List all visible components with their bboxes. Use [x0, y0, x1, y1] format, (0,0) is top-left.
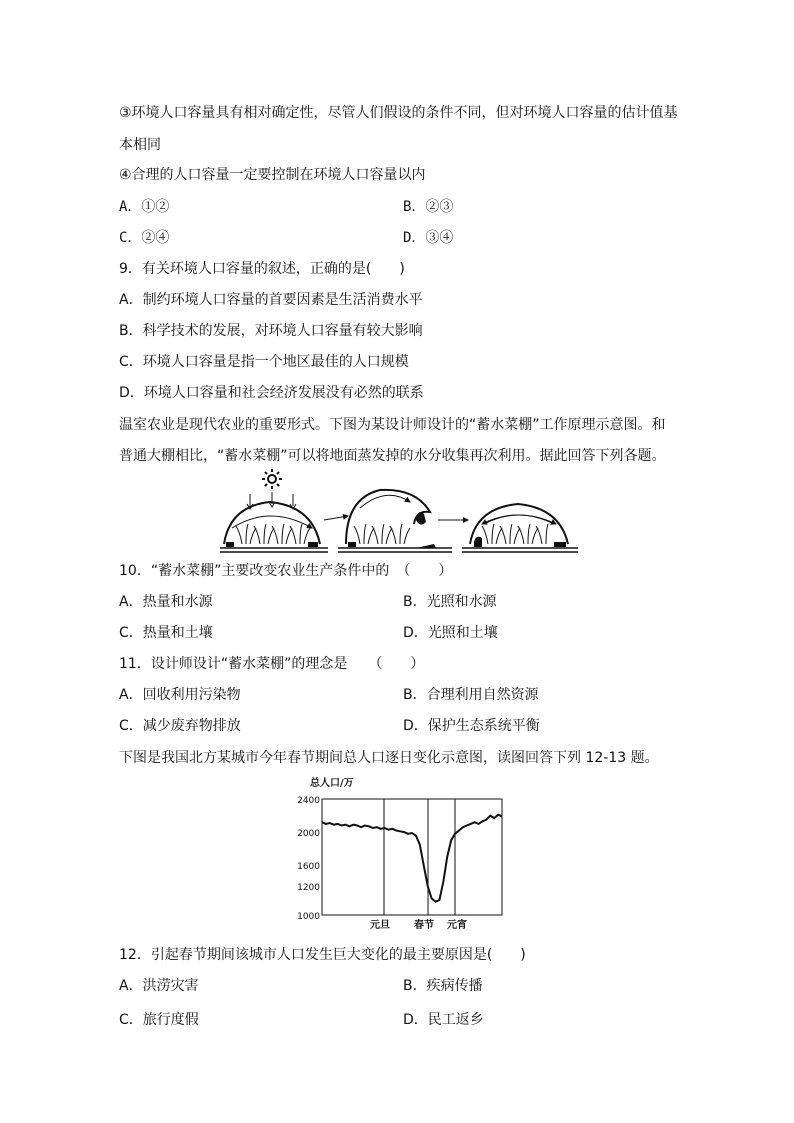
- sun-icon: [262, 469, 282, 489]
- q10-option-d: D．光照和土壤: [403, 625, 498, 641]
- intro-population: 下图是我国北方某城市今年春节期间总人口逐日变化示意图，读图回答下列 12-13 题。: [119, 750, 659, 766]
- line-1: ③环境人口容量具有相对确定性，尽管人们假设的条件不同，但对环境人口容量的估计值基: [119, 105, 678, 121]
- q9-option-c: C．环境人口容量是指一个地区最佳的人口规模: [119, 354, 409, 370]
- chart-title: 总人口/万: [310, 778, 354, 789]
- y-tick-label: 1000: [297, 912, 320, 922]
- q10-option-b: B．光照和水源: [403, 594, 497, 610]
- x-label-chunjie: 春节: [414, 920, 434, 931]
- greenhouse-stage-3: [462, 504, 578, 552]
- y-tick-label: 2400: [297, 796, 320, 806]
- greenhouse-diagram: [220, 468, 580, 556]
- q8-option-b: B．②③: [403, 199, 454, 215]
- q10-stem: 10．“蓄水菜棚”主要改变农业生产条件中的 （ ）: [119, 563, 453, 579]
- q11-option-d: D．保护生态系统平衡: [403, 718, 540, 734]
- q12-option-d: D．民工返乡: [403, 1012, 484, 1028]
- q12-stem: 12．引起春节期间该城市人口发生巨大变化的最主要原因是( ): [119, 947, 526, 963]
- population-chart: [290, 772, 515, 937]
- q8-option-a: A．①②: [119, 199, 170, 215]
- process-arrow-1: [324, 516, 348, 520]
- y-tick-label: 2000: [297, 829, 320, 839]
- q12-option-a: A．洪涝灾害: [119, 978, 199, 994]
- q11-option-b: B．合理利用自然资源: [403, 687, 539, 703]
- intro-greenhouse-2: 普通大棚相比，“蓄水菜棚”可以将地面蒸发掉的水分收集再次利用。据此回答下列各题。: [119, 448, 666, 464]
- y-tick-label: 1600: [297, 862, 320, 872]
- q9-option-b: B．科学技术的发展，对环境人口容量有较大影响: [119, 323, 423, 339]
- greenhouse-stage-1: [220, 502, 328, 552]
- population-series-line: [322, 815, 502, 902]
- q10-option-c: C．热量和土壤: [119, 625, 213, 641]
- x-label-yuandan: 元旦: [370, 920, 390, 931]
- line-2: 本相同: [119, 137, 161, 153]
- intro-greenhouse-1: 温室农业是现代农业的重要形式。下图为某设计师设计的“蓄水菜棚”工作原理示意图。和: [119, 417, 666, 433]
- q12-option-c: C．旅行度假: [119, 1012, 199, 1028]
- q8-option-c: C．②④: [119, 230, 170, 246]
- q12-option-b: B．疾病传播: [403, 978, 483, 994]
- chart-frame: [322, 799, 502, 915]
- q9-option-a: A．制约环境人口容量的首要因素是生活消费水平: [119, 292, 423, 308]
- q9-stem: 9．有关环境人口容量的叙述，正确的是( ): [119, 261, 405, 277]
- greenhouse-stage-2: [338, 490, 452, 552]
- q10-option-a: A．热量和水源: [119, 594, 213, 610]
- q11-option-c: C．减少废弃物排放: [119, 718, 241, 734]
- q11-stem: 11．设计师设计“蓄水菜棚”的理念是 （ ）: [119, 656, 425, 672]
- q8-option-d: D．③④: [403, 230, 454, 246]
- x-label-yuanxiao: 元宵: [447, 920, 467, 931]
- q11-option-a: A．回收利用污染物: [119, 687, 241, 703]
- y-tick-label: 1200: [297, 883, 320, 893]
- q9-option-d: D．环境人口容量和社会经济发展没有必然的联系: [119, 385, 424, 401]
- line-3: ④合理的人口容量一定要控制在环境人口容量以内: [119, 167, 426, 183]
